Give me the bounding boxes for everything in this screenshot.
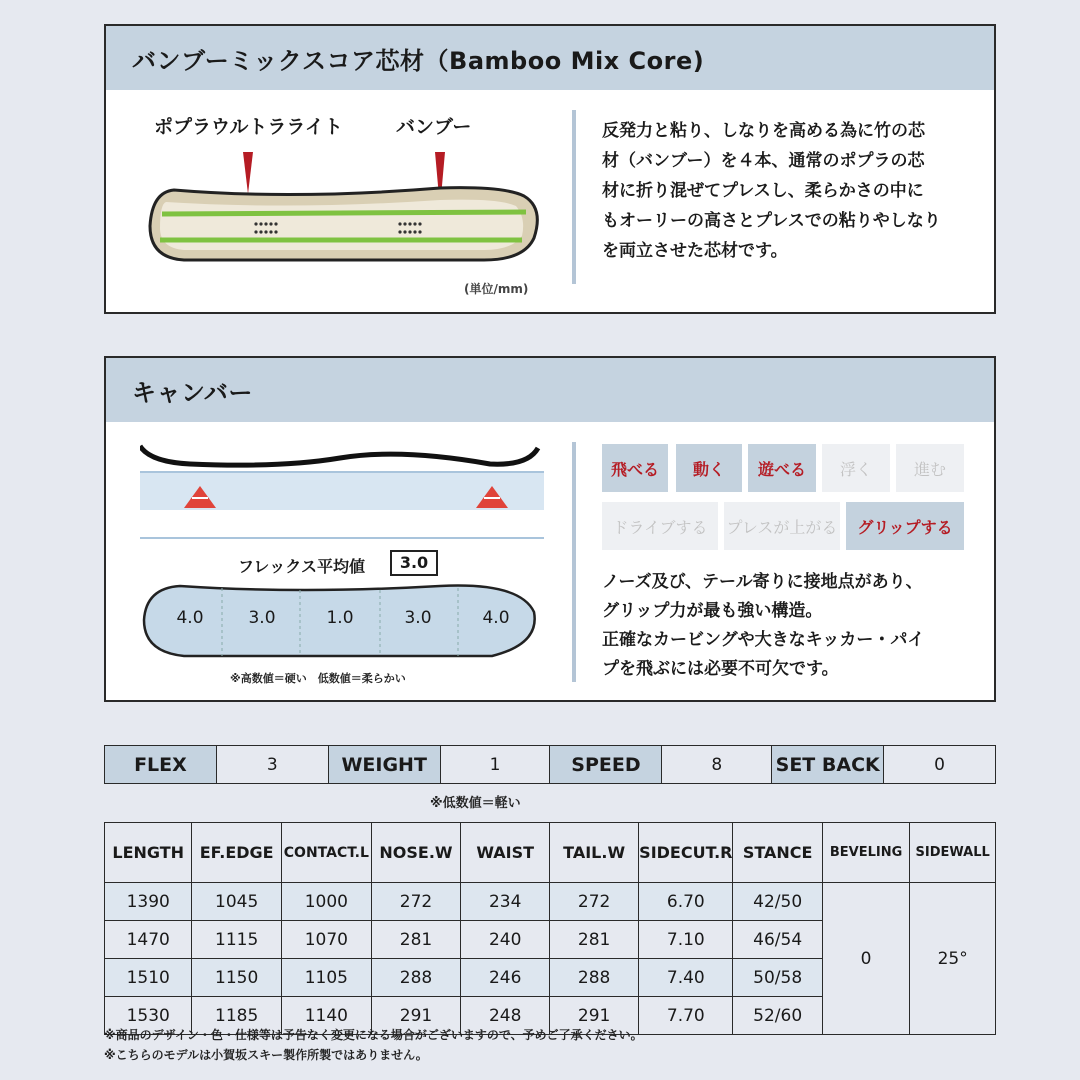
divider (572, 442, 576, 682)
divider (572, 110, 576, 284)
camber-panel (104, 356, 996, 702)
camber-profile (140, 438, 550, 540)
col-contact-length: CONTACT.L (281, 823, 371, 883)
tag-float: 浮く (822, 444, 890, 492)
setback-label: SET BACK (772, 746, 884, 784)
setback-value: 0 (884, 746, 996, 784)
tag-move: 動く (676, 444, 742, 492)
poplar-marker-icon (243, 152, 253, 194)
speed-label: SPEED (550, 746, 662, 784)
speed-value: 8 (662, 746, 772, 784)
tag-advance: 進む (896, 444, 964, 492)
unit-label: (単位/mm) (464, 282, 529, 296)
col-sidecut-radius: SIDECUT.R (639, 823, 733, 883)
flex-label: FLEX (105, 746, 217, 784)
col-sidewall: SIDEWALL (910, 823, 996, 883)
footnote-2: ※こちらのモデルは小賀坂スキー製作所製ではありません。 (104, 1048, 428, 1062)
footnote-1: ※商品のデザイン・色・仕様等は予告なく変更になる場合がございますので、予めご了承ください。 (104, 1028, 643, 1042)
weight-label: WEIGHT (328, 746, 440, 784)
poplar-label: ポプラウルトラライト (154, 116, 343, 138)
tag-fly: 飛べる (602, 444, 668, 492)
col-nose-width: NOSE.W (371, 823, 460, 883)
table-row: 1510 1150 1105 288 246 288 7.40 50/58 (105, 959, 996, 997)
flex-zone-2: 3.0 (248, 608, 276, 628)
col-tail-width: TAIL.W (550, 823, 639, 883)
flex-value: 3 (216, 746, 328, 784)
bamboo-core-panel (104, 24, 996, 314)
table-row: 1470 1115 1070 281 240 281 7.10 46/54 (105, 921, 996, 959)
tag-drive: ドライブする (602, 502, 718, 550)
weight-value: 1 (440, 746, 550, 784)
tag-play: 遊べる (748, 444, 816, 492)
col-waist: WAIST (461, 823, 550, 883)
bamboo-strip-1 (162, 212, 526, 214)
table-row: 1390 1045 1000 272 234 272 6.70 42/50 0 25° (105, 883, 996, 921)
board-profile-line (140, 446, 538, 465)
bamboo-label: バンブー (396, 116, 472, 138)
table-row: 1530 1185 1140 291 248 291 7.70 52/60 (105, 997, 996, 1035)
camber-title: キャンバー (106, 358, 994, 422)
core-cross-section (144, 148, 544, 278)
bamboo-core-title: バンブーミックスコア芯材（Bamboo Mix Core) (106, 26, 994, 90)
col-length: LENGTH (105, 823, 192, 883)
flex-average-value: 3.0 (390, 550, 438, 576)
flex-zone-4: 3.0 (404, 608, 432, 628)
flex-scale-note: ※高数値＝硬い 低数値＝柔らかい (230, 672, 406, 685)
spec-table (104, 822, 996, 1035)
col-beveling: BEVELING (822, 823, 909, 883)
tag-grip: グリップする (846, 502, 964, 550)
flex-average-label: フレックス平均値 (238, 557, 366, 576)
col-stance: STANCE (733, 823, 822, 883)
col-ef-edge: EF.EDGE (192, 823, 281, 883)
flex-zone-1: 4.0 (176, 608, 204, 628)
core-description: 反発力と粘り、しなりを高める為に竹の芯 材（バンブー）を４本、通常のポプラの芯 材に折り混ぜてプレスし、柔らかさの中に もオーリーの高さとプレスでの粘りやしなり を両立させた芯材です。 (602, 121, 941, 261)
flex-zone-5: 4.0 (482, 608, 510, 628)
flex-zone-3: 1.0 (326, 608, 354, 628)
sidewall-value: 25° (910, 883, 996, 1035)
camber-description: ノーズ及び、テール寄りに接地点があり、 グリップ力が最も強い構造。 正確なカービングや大きなキッカー・パイ プを飛ぶには必要不可欠です。 (602, 572, 925, 679)
weight-note: ※低数値＝軽い (430, 796, 521, 811)
tag-press: プレスが上がる (724, 502, 840, 550)
spec-header-row (105, 823, 996, 883)
beveling-value: 0 (822, 883, 909, 1035)
ratings-table (104, 745, 996, 784)
